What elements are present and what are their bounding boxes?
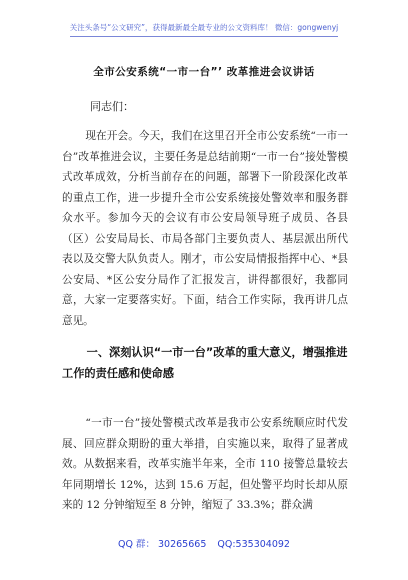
header-divider [70, 36, 338, 37]
opening-paragraph: 现在开会。今天，我们在这里召开全市公安系统“一市一台”改革推进会议，主要任务是总结前期“一市一台”接处警模式改革成效，分析当前存在的问题，部署下一阶段深化改革的重点工作，进一步提升全市公安系统接处警效率和服务群众水平。参加今天的会议有市公安局领导班子成员、各县（区）公安局局长、市局各部门主要负责人、基层派出所代表以及交警大队负责人。刚才，市公安局情报指挥中心、*县公安局、*区公安分局作了汇报发言，讲得都很好，我都同意，大家一定要落实好。下面，结合工作实际，我再讲几点意见。 [62, 130, 348, 327]
section-heading: 一、深刻认识“一市一台”改革的重大意义，增强推进工作的责任感和使命感 [62, 346, 348, 380]
page-header-banner: 关注头条号“公文研究”，获得最新最全最专业的公文资料库！ 微信：gongwenyj [69, 23, 339, 32]
salutation: 同志们： [90, 100, 134, 113]
document-title: 全市公安系统“一市一台”’ 改革推进会议讲话 [93, 66, 315, 78]
footer-qq-group: QQ 群： 30265665 [118, 539, 207, 550]
footer-qq: QQ:535304092 [217, 539, 290, 550]
page-footer [0, 536, 408, 550]
body-paragraph: “一市一台”接处警模式改革是我市公安系统顺应时代发展、回应群众期盼的重大举措，自实施以来，取得了显著成效。从数据来看，改革实施半年来，全市 110 接警总量较去年同期增长 12%，达到 15.6 万起，但处警平均时长却从原来的 12 分钟缩短至 8 分钟，缩短了 33.3%；群众满 [62, 417, 348, 511]
